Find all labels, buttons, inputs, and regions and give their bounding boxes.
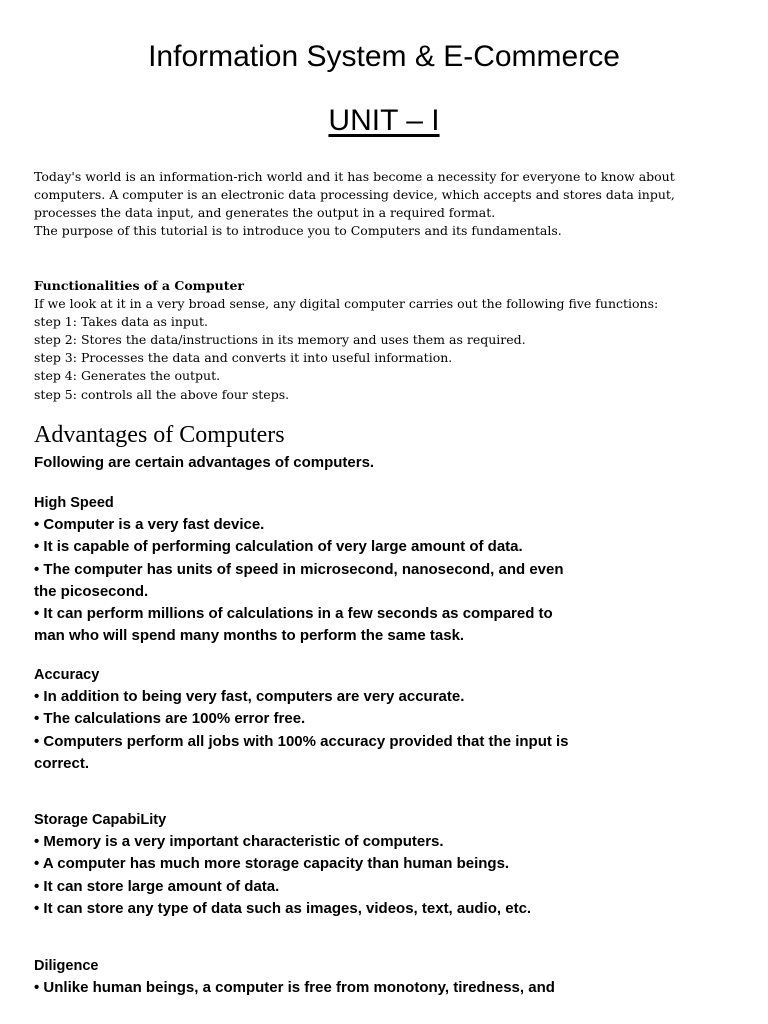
intro-line: Today's world is an information-rich world and it has become a necessity for everyone to know about <box>34 169 675 184</box>
functionalities-lead: If we look at it in a very broad sense, any digital computer carries out the following five functions: <box>34 296 659 312</box>
bullet-line: • It is capable of performing calculation of very large amount of data. <box>34 538 523 556</box>
bullet-line: • Computer is a very fast device. <box>34 516 265 534</box>
bullet-line: the picosecond. <box>34 582 149 600</box>
bullet-line: • It can store large amount of data. <box>34 877 280 895</box>
step-item: step 1: Takes data as input. <box>34 314 208 330</box>
step-item: step 2: Stores the data/instructions in its memory and uses them as required. <box>34 332 526 348</box>
section-high-speed <box>34 492 734 647</box>
intro-line: The purpose of this tutorial is to introduce you to Computers and its fundamentals. <box>34 223 562 239</box>
intro-paragraph <box>34 168 734 240</box>
step-item: step 3: Processes the data and converts it into useful information. <box>34 350 453 366</box>
functionalities-section <box>34 277 734 404</box>
intro-line: computers. A computer is an electronic data processing device, which accepts and stores data input, <box>34 187 675 203</box>
section-heading: Accuracy <box>34 667 100 683</box>
advantages-intro-text: Following are certain advantages of computers. <box>34 454 375 471</box>
advantages-intro <box>34 452 734 474</box>
step-item: step 4: Generates the output. <box>34 368 221 384</box>
intro-line: processes the data input, and generates the output in a required format. <box>34 205 496 221</box>
bullet-line: • A computer has much more storage capacity than human beings. <box>34 855 510 873</box>
bullet-line: • The computer has units of speed in microsecond, nanosecond, and even <box>34 560 564 578</box>
bullet-line: • Memory is a very important characteristic of computers. <box>34 833 444 851</box>
advantages-heading: Advantages of Computers <box>34 422 285 448</box>
section-heading: Diligence <box>34 958 99 974</box>
section-heading: Storage CapabiLity <box>34 812 167 828</box>
bullet-line: • Computers perform all jobs with 100% accuracy provided that the input is <box>34 732 569 750</box>
bullet-line: • It can perform millions of calculations in a few seconds as compared to <box>34 605 553 623</box>
unit-title: UNIT – I <box>328 104 440 137</box>
section-heading: High Speed <box>34 495 114 511</box>
functionalities-heading: Functionalities of a Computer <box>34 278 245 293</box>
document-title: Information System & E-Commerce <box>148 40 620 73</box>
bullet-line: • Unlike human beings, a computer is free from monotony, tiredness, and <box>34 979 555 997</box>
step-item: step 5: controls all the above four steps. <box>34 386 290 402</box>
bullet-line: • The calculations are 100% error free. <box>34 710 306 728</box>
bullet-line: • In addition to being very fast, computers are very accurate. <box>34 688 465 706</box>
bullet-line: man who will spend many months to perform the same task. <box>34 627 465 645</box>
section-diligence <box>34 955 734 999</box>
bullet-line: correct. <box>34 754 90 772</box>
bullet-line: • It can store any type of data such as images, videos, text, audio, etc. <box>34 899 532 917</box>
section-accuracy <box>34 664 734 775</box>
section-storage <box>34 809 734 920</box>
